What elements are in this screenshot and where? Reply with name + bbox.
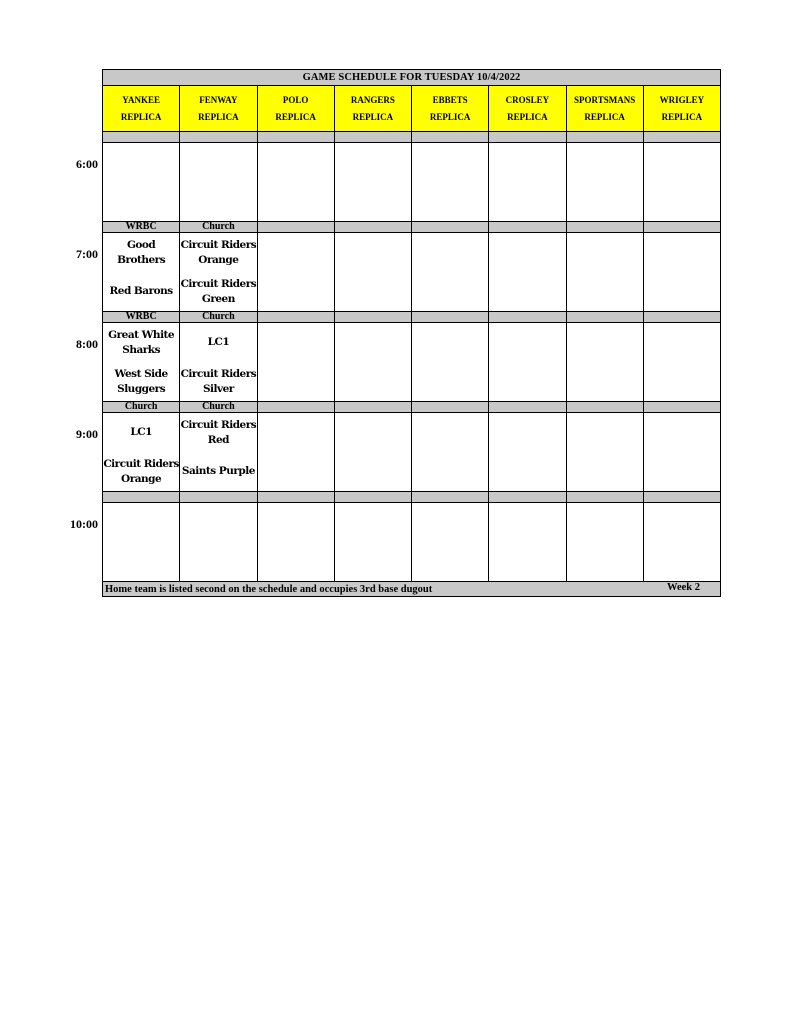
game-cell [334, 143, 411, 222]
field-header [180, 86, 257, 132]
home-team [335, 182, 411, 221]
field-type: REPLICA [352, 111, 394, 122]
home-team [567, 182, 643, 221]
league-label [257, 312, 334, 323]
game-cell [180, 233, 257, 312]
league-label [489, 312, 566, 323]
home-team [412, 272, 488, 311]
league-label [412, 312, 489, 323]
visiting-team: Great White Sharks [108, 328, 175, 356]
visiting-team [180, 143, 256, 182]
home-team [644, 452, 720, 491]
field-name: WRIGLEY [659, 94, 705, 105]
home-team [335, 362, 411, 401]
league-label [412, 132, 489, 143]
visiting-team [258, 323, 334, 362]
home-team: Circuit Riders Silver [180, 367, 257, 395]
league-label: Church [180, 312, 257, 323]
field-name: POLO [282, 94, 309, 105]
game-cell [412, 143, 489, 222]
visiting-team [644, 233, 720, 272]
game-cell [489, 323, 566, 402]
home-team: West Side Sluggers [114, 367, 168, 395]
visiting-team [489, 503, 565, 542]
home-team [489, 452, 565, 491]
home-team [335, 542, 411, 581]
visiting-team [644, 413, 720, 452]
visiting-team [258, 143, 334, 182]
home-team [567, 542, 643, 581]
game-cell [257, 233, 334, 312]
game-cell [566, 323, 643, 402]
game-cell [643, 143, 720, 222]
game-cell [643, 233, 720, 312]
league-label [257, 402, 334, 413]
field-type: REPLICA [507, 111, 548, 122]
home-team [258, 362, 334, 401]
league-label [103, 132, 180, 143]
home-team [567, 272, 643, 311]
league-label [103, 492, 180, 503]
game-cell [180, 323, 257, 402]
game-cell [489, 503, 566, 582]
home-team [489, 182, 565, 221]
home-team [644, 542, 720, 581]
game-cell [180, 503, 257, 582]
league-label: Church [180, 402, 257, 413]
home-team [567, 452, 643, 491]
home-team: Red Barons [109, 285, 173, 297]
visiting-team [335, 143, 411, 182]
game-cell [103, 143, 180, 222]
visiting-team [644, 323, 720, 362]
game-cell [103, 323, 180, 402]
game-cell [643, 413, 720, 492]
time-slot-row [103, 143, 721, 222]
field-name: SPORTSMANS [574, 94, 636, 105]
visiting-team [180, 503, 256, 542]
home-team [412, 362, 488, 401]
time-label: 9:00 [76, 426, 98, 441]
visiting-team [567, 503, 643, 542]
visiting-team [412, 503, 488, 542]
time-slot-row [103, 323, 721, 402]
home-team [644, 272, 720, 311]
game-cell [257, 413, 334, 492]
visiting-team [489, 323, 565, 362]
field-type: REPLICA [120, 111, 162, 122]
field-name: FENWAY [199, 94, 238, 105]
visiting-team [567, 143, 643, 182]
visiting-team [567, 233, 643, 272]
league-label [334, 222, 411, 233]
game-cell [257, 503, 334, 582]
home-team [412, 182, 488, 221]
time-slot-row [103, 413, 721, 492]
home-team [258, 452, 334, 491]
league-label [334, 492, 411, 503]
visiting-team: LC1 [130, 426, 152, 438]
visiting-team [567, 323, 643, 362]
visiting-team [103, 143, 179, 182]
home-team-note: Home team is listed second on the schedule and occupies 3rd base dugout [105, 583, 433, 595]
league-label [412, 402, 489, 413]
league-label [257, 132, 334, 143]
league-label [412, 222, 489, 233]
footer-bar [103, 582, 721, 597]
schedule-table [102, 69, 721, 597]
field-header [643, 86, 720, 132]
visiting-team [258, 413, 334, 452]
field-header [412, 86, 489, 132]
home-team: Circuit Riders Orange [103, 457, 179, 485]
home-team [180, 542, 256, 581]
game-cell [103, 413, 180, 492]
time-label: 7:00 [76, 246, 98, 261]
week-label: Week 2 [667, 582, 700, 593]
game-cell [566, 503, 643, 582]
visiting-team [258, 503, 334, 542]
field-type: REPLICA [275, 111, 316, 122]
field-name: RANGERS [350, 94, 395, 105]
field-header [103, 86, 180, 132]
field-type: REPLICA [661, 111, 703, 122]
league-label: WRBC [103, 222, 180, 233]
home-team [103, 182, 179, 221]
field-type: REPLICA [429, 111, 471, 122]
league-label [334, 402, 411, 413]
home-team [412, 452, 488, 491]
game-cell [489, 143, 566, 222]
game-cell [334, 233, 411, 312]
game-cell [566, 233, 643, 312]
game-cell [180, 143, 257, 222]
league-label [566, 132, 643, 143]
visiting-team [258, 233, 334, 272]
field-header [257, 86, 334, 132]
visiting-team: Circuit Riders Red [180, 418, 257, 446]
league-label [334, 312, 411, 323]
league-label [180, 132, 257, 143]
league-label: WRBC [103, 312, 180, 323]
time-label: 10:00 [70, 516, 98, 531]
visiting-team [489, 143, 565, 182]
league-label [566, 222, 643, 233]
home-team [335, 452, 411, 491]
home-team [412, 542, 488, 581]
visiting-team [412, 323, 488, 362]
league-label [489, 132, 566, 143]
game-cell [257, 323, 334, 402]
home-team [258, 272, 334, 311]
visiting-team [644, 143, 720, 182]
field-name: EBBETS [432, 94, 468, 105]
home-team [489, 362, 565, 401]
game-cell [103, 233, 180, 312]
field-type: REPLICA [198, 111, 239, 122]
league-label [334, 132, 411, 143]
game-cell [412, 503, 489, 582]
game-cell [334, 323, 411, 402]
visiting-team [335, 503, 411, 542]
league-label [566, 312, 643, 323]
time-label: 8:00 [76, 336, 98, 351]
home-team: Circuit Riders Green [180, 277, 257, 305]
game-cell [257, 143, 334, 222]
league-label [566, 402, 643, 413]
field-header [334, 86, 411, 132]
visiting-team [489, 413, 565, 452]
visiting-team [335, 413, 411, 452]
game-cell [412, 323, 489, 402]
visiting-team [489, 233, 565, 272]
visiting-team [644, 503, 720, 542]
visiting-team [412, 413, 488, 452]
home-team [258, 182, 334, 221]
league-label [489, 222, 566, 233]
league-label [257, 492, 334, 503]
game-cell [643, 323, 720, 402]
home-team [567, 362, 643, 401]
field-name: CROSLEY [505, 94, 550, 105]
visiting-team [412, 233, 488, 272]
field-name: YANKEE [122, 94, 160, 105]
visiting-team [335, 323, 411, 362]
game-cell [566, 143, 643, 222]
league-label [257, 222, 334, 233]
league-label: Church [103, 402, 180, 413]
league-label [643, 222, 720, 233]
schedule-title: GAME SCHEDULE FOR TUESDAY 10/4/2022 [103, 70, 721, 86]
visiting-team: Good Brothers [117, 238, 166, 266]
league-label [643, 132, 720, 143]
visiting-team [103, 503, 179, 542]
league-label [489, 402, 566, 413]
field-header [489, 86, 566, 132]
game-cell [334, 413, 411, 492]
home-team [644, 182, 720, 221]
field-header [566, 86, 643, 132]
league-label [566, 492, 643, 503]
home-team [258, 542, 334, 581]
home-team: Saints Purple [181, 465, 255, 477]
home-team [644, 362, 720, 401]
league-label [643, 402, 720, 413]
game-cell [489, 233, 566, 312]
game-cell [334, 503, 411, 582]
league-label [643, 312, 720, 323]
home-team [489, 542, 565, 581]
game-cell [643, 503, 720, 582]
game-cell [566, 413, 643, 492]
home-team [335, 272, 411, 311]
game-cell [103, 503, 180, 582]
game-cell [180, 413, 257, 492]
field-type: REPLICA [584, 111, 625, 122]
visiting-team [567, 413, 643, 452]
home-team [103, 542, 179, 581]
time-slot-row [103, 503, 721, 582]
league-label [643, 492, 720, 503]
league-label [489, 492, 566, 503]
league-label [412, 492, 489, 503]
visiting-team: LC1 [207, 336, 230, 348]
visiting-team [335, 233, 411, 272]
time-label: 6:00 [76, 156, 98, 171]
visiting-team [412, 143, 488, 182]
home-team [180, 182, 256, 221]
home-team [489, 272, 565, 311]
league-label: Church [180, 222, 257, 233]
game-cell [412, 413, 489, 492]
time-slot-row [103, 233, 721, 312]
game-cell [412, 233, 489, 312]
visiting-team: Circuit Riders Orange [180, 238, 257, 266]
game-cell [489, 413, 566, 492]
league-label [180, 492, 257, 503]
